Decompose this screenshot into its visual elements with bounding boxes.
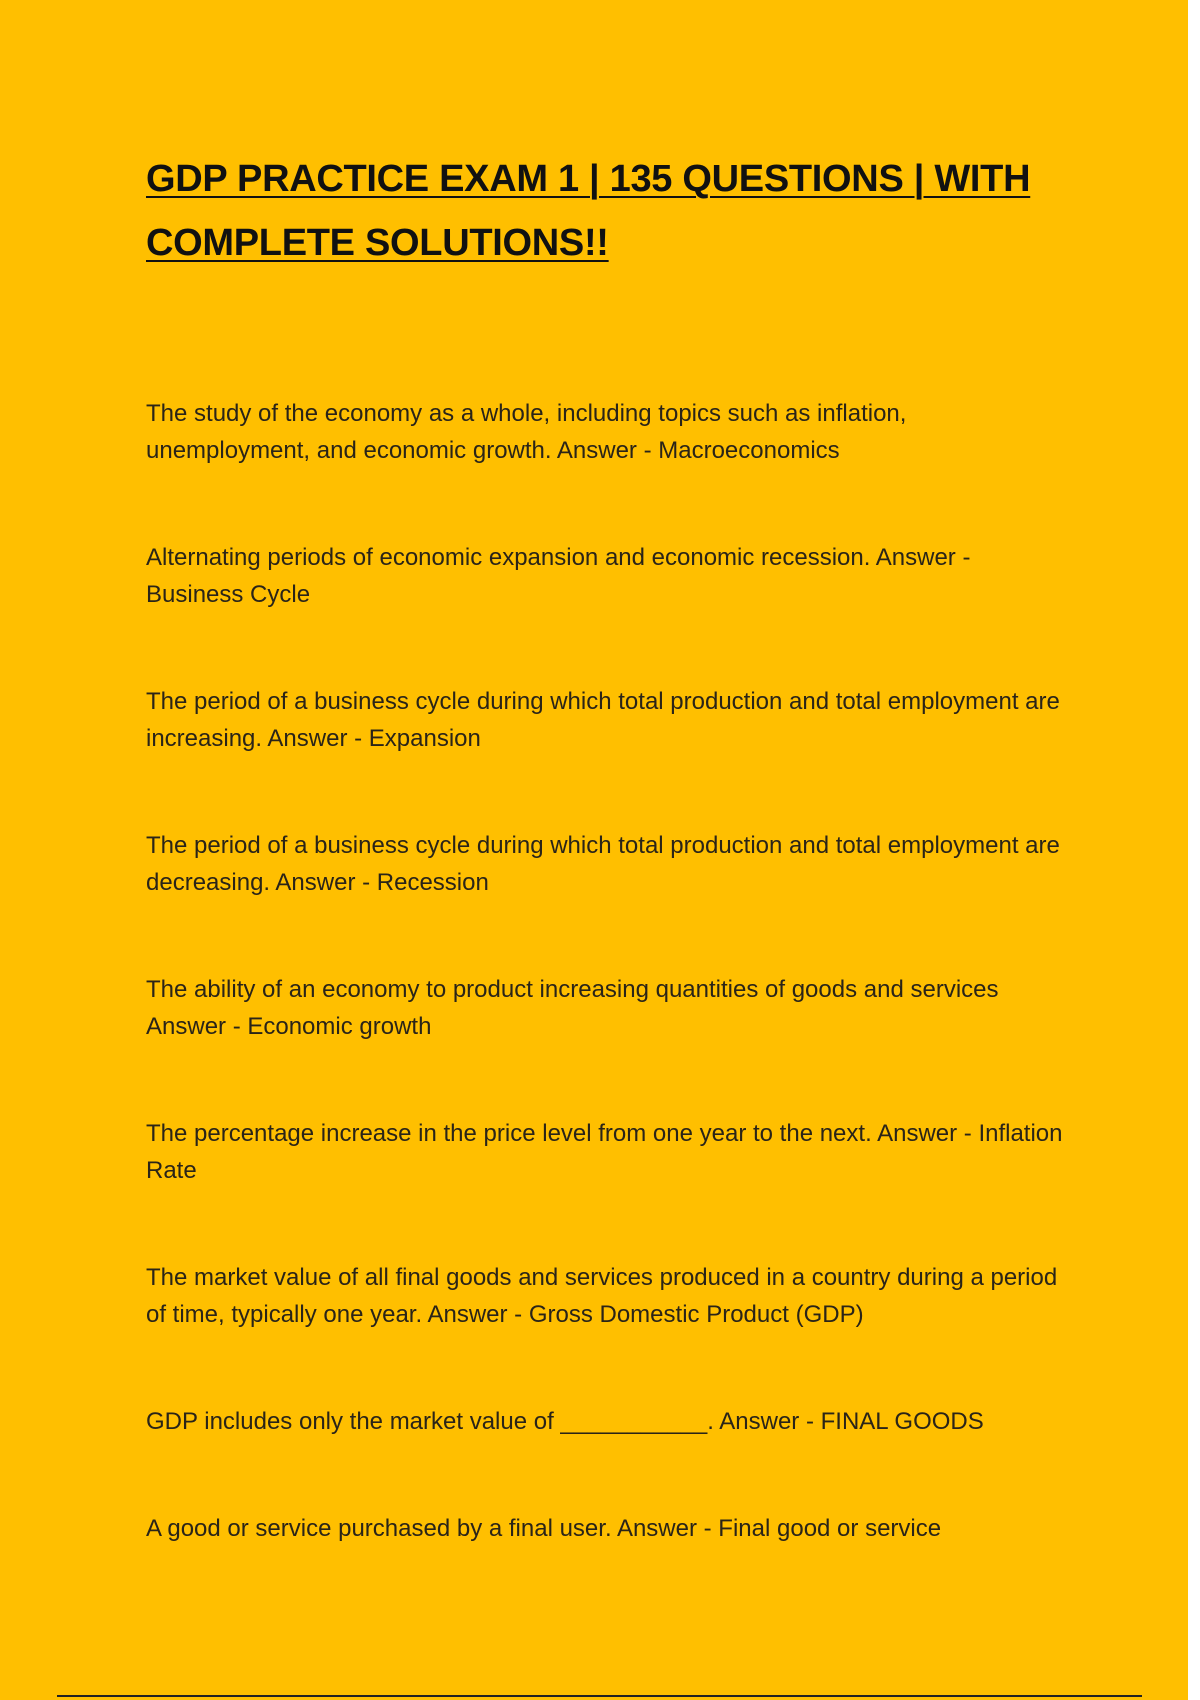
- qa-item: GDP includes only the market value of ___________. Answer - FINAL GOODS: [146, 1408, 984, 1435]
- qa-item: The percentage increase in the price level from one year to the next. Answer - Inflation Rate: [146, 1120, 1063, 1184]
- qa-item: The period of a business cycle during which total production and total employment are decreasing. Answer - Recession: [146, 832, 1060, 896]
- qa-item: The ability of an economy to product increasing quantities of goods and services Answer - Economic growth: [146, 976, 999, 1040]
- qa-item: The study of the economy as a whole, including topics such as inflation, unemployment, and economic growth. Answer - Macroeconomics: [146, 400, 907, 464]
- page-edge: [1188, 0, 1200, 1700]
- qa-item: Alternating periods of economic expansion and economic recession. Answer - Business Cycle: [146, 544, 971, 608]
- qa-item: The period of a business cycle during which total production and total employment are increasing. Answer - Expansion: [146, 688, 1060, 752]
- bottom-divider: [57, 1695, 1142, 1697]
- title-block: [146, 147, 1066, 275]
- document-title: GDP PRACTICE EXAM 1 | 135 QUESTIONS | WITH COMPLETE SOLUTIONS!!: [146, 158, 1031, 264]
- qa-item: A good or service purchased by a final user. Answer - Final good or service: [146, 1515, 942, 1542]
- qa-item: The market value of all final goods and services produced in a country during a period of time, typically one year. Answer - Gross Domestic Product (GDP): [146, 1264, 1058, 1328]
